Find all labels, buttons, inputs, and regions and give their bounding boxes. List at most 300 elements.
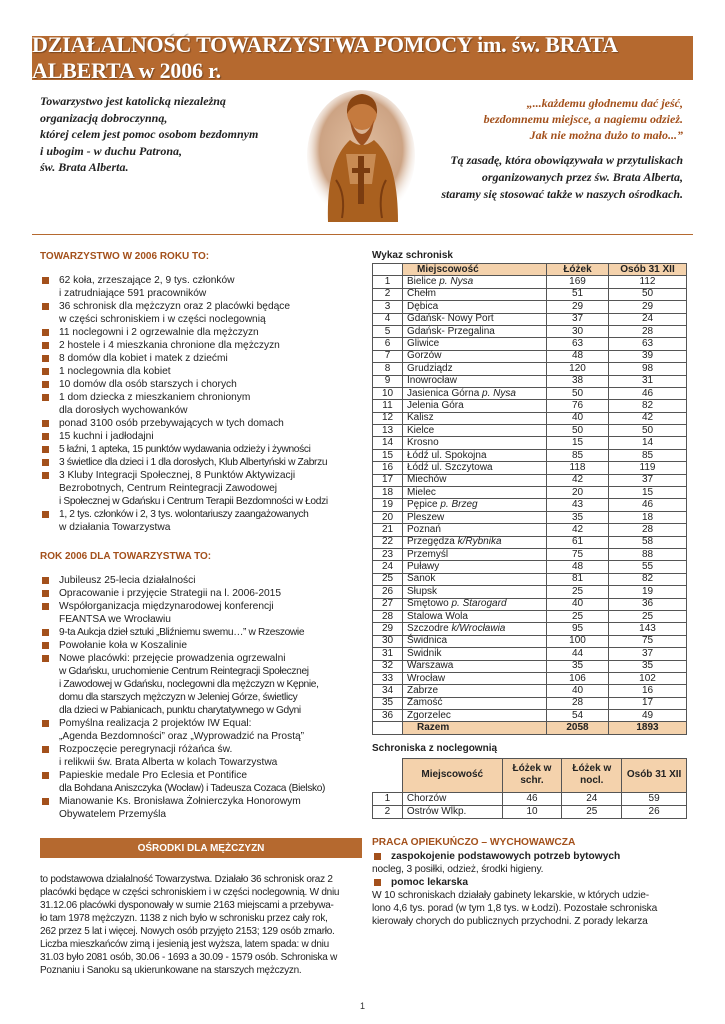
location-name: Inowrocław — [407, 375, 458, 387]
total-persons: 1893 — [609, 722, 687, 734]
location-cell — [403, 635, 547, 647]
persons-cell: 36 — [609, 598, 687, 610]
col-header-no — [373, 264, 403, 276]
location-name: Gorzów — [407, 350, 442, 362]
row-number: 4 — [373, 313, 403, 325]
row-number: 35 — [373, 697, 403, 709]
beds-cell: 25 — [547, 586, 609, 598]
year-2006-list — [40, 574, 360, 821]
persons-cell: 18 — [609, 511, 687, 523]
list-item-text: 11 noclegowni i 2 ogrzewalnie dla mężczyzn — [59, 327, 259, 338]
beds-cell: 40 — [547, 685, 609, 697]
list-item — [40, 430, 360, 443]
beds-cell: 42 — [547, 524, 609, 536]
total-beds: 2058 — [547, 722, 609, 734]
list-item — [40, 300, 360, 326]
paragraph-line: ło tam 1978 mężczyzn. 1138 z nich było w schronisku przez cały rok, — [40, 913, 328, 924]
row-number: 27 — [373, 598, 403, 610]
location-note: p. Starogard — [451, 598, 507, 610]
list-item — [40, 769, 360, 795]
location-name: Wrocław — [407, 672, 446, 684]
albert-quote — [413, 95, 683, 143]
location-name: Świdnica — [407, 635, 448, 647]
location-cell — [403, 363, 547, 375]
men-centers-banner — [40, 838, 362, 858]
location-cell — [403, 313, 547, 325]
table-row — [373, 400, 687, 412]
beds-cell: 81 — [547, 573, 609, 585]
beds-cell: 85 — [547, 449, 609, 461]
paragraph-line: 31.03 było 2081 osób, 30.06 - 1693 a 30.09 - 1579 osób. Schroniska w — [40, 952, 338, 963]
location-name: Gdańsk- Przegalina — [407, 325, 495, 337]
location-name: Sanok — [407, 573, 436, 585]
society-2006-list — [40, 274, 360, 534]
location-cell — [403, 325, 547, 337]
table-row — [373, 412, 687, 424]
beds-cell: 29 — [547, 301, 609, 313]
location-name: Kalisz — [407, 412, 434, 424]
list-item-text: Obywatelem Przemyśla — [59, 809, 166, 820]
table-row — [373, 610, 687, 622]
location-cell — [403, 511, 547, 523]
row-number: 20 — [373, 511, 403, 523]
beds-cell: 48 — [547, 350, 609, 362]
list-item-text: „Agenda Bezdomności” oraz „Wyprowadzić na Prostą” — [59, 731, 305, 742]
table-row — [373, 660, 687, 672]
location-name: Chorzów — [402, 792, 502, 805]
location-name: Gliwice — [407, 338, 440, 350]
location-name: Świdnik — [407, 647, 442, 659]
beds-cell: 50 — [547, 387, 609, 399]
table-row — [373, 437, 687, 449]
paragraph-line: lono 4,6 tys. porad (w tym 1,8 tys. w Łodzi). Pozostałe schroniska — [372, 902, 658, 914]
persons-cell: 29 — [609, 301, 687, 313]
row-number: 28 — [373, 610, 403, 622]
table-row — [373, 313, 687, 325]
table-row — [373, 301, 687, 313]
list-item-text: dla dorosłych wychowanków — [59, 405, 188, 416]
row-number: 34 — [373, 685, 403, 697]
list-item-text: domu dla starszych mężczyzn w Jeleniej Górze, świetlicy — [59, 692, 298, 703]
location-name: Szczodre — [407, 623, 452, 635]
location-note: k/Wrocławia — [451, 623, 506, 635]
list-item-text: Opracowanie i przyjęcie Strategii na l. 2006-2015 — [59, 588, 281, 599]
location-name: Gdańsk- Nowy Port — [407, 313, 494, 325]
persons-cell: 37 — [609, 648, 687, 660]
location-cell — [403, 301, 547, 313]
table-row — [373, 573, 687, 585]
location-cell — [403, 610, 547, 622]
location-name: Warszawa — [407, 660, 454, 672]
mission-statement — [40, 93, 290, 176]
beds-night-cell: 25 — [562, 805, 622, 818]
list-item-text: 2 hostele i 4 mieszkania chronione dla mężczyzn — [59, 340, 280, 351]
row-number: 10 — [373, 387, 403, 399]
persons-cell: 28 — [609, 524, 687, 536]
list-item — [40, 795, 360, 821]
row-number: 17 — [373, 474, 403, 486]
table-row — [373, 325, 687, 337]
location-cell — [403, 487, 547, 499]
row-number: 15 — [373, 449, 403, 461]
col-header-beds: Łóżek — [547, 264, 609, 276]
beds-shelter-cell: 46 — [502, 792, 562, 805]
shelters-table-title: Wykaz schronisk — [372, 250, 453, 261]
beds-cell: 75 — [547, 548, 609, 560]
location-cell — [403, 573, 547, 585]
row-number: 5 — [373, 325, 403, 337]
row-number: 8 — [373, 363, 403, 375]
location-cell — [403, 685, 547, 697]
table-row — [373, 635, 687, 647]
men-centers-title: OŚRODKI DLA MĘŻCZYZN — [137, 842, 265, 854]
location-name: Stalowa Wola — [407, 610, 468, 622]
persons-cell: 82 — [609, 400, 687, 412]
spacer — [40, 534, 360, 550]
page-title-banner — [32, 32, 693, 83]
paragraph-line: W 10 schroniskach działały gabinety lekarskie, w których udzie- — [372, 889, 650, 901]
beds-cell: 38 — [547, 375, 609, 387]
location-cell — [403, 499, 547, 511]
table-row — [373, 524, 687, 536]
list-item-text: 8 domów dla kobiet i matek z dziećmi — [59, 353, 228, 364]
list-item-text: i Społecznej w Gdańsku i Centrum Terapii Bezdomności w Łodzi — [59, 496, 328, 507]
location-cell — [403, 338, 547, 350]
mission-line: organizacją dobroczynną, — [40, 110, 168, 125]
right-column — [372, 250, 690, 928]
row-number: 23 — [373, 548, 403, 560]
table-row — [373, 350, 687, 362]
principle-line: organizowanych przez św. Brata Alberta, — [481, 170, 683, 184]
list-item — [40, 378, 360, 391]
location-name: Jasienica Górna — [407, 387, 483, 399]
persons-cell: 39 — [609, 350, 687, 362]
row-number: 29 — [373, 623, 403, 635]
table-row — [373, 462, 687, 474]
table-row — [373, 586, 687, 598]
row-number: 21 — [373, 524, 403, 536]
beds-cell: 169 — [547, 276, 609, 288]
location-cell — [403, 648, 547, 660]
list-item-text: 1 noclegownia dla kobiet — [59, 366, 171, 377]
location-name: Grudziądz — [407, 362, 453, 374]
table-header-row — [373, 758, 687, 792]
beds-cell: 40 — [547, 412, 609, 424]
list-item — [40, 443, 360, 456]
location-cell — [403, 586, 547, 598]
list-item-text: i Zawodowej w Gdańsku, noclegowni dla mężczyzn w Kępnie, — [59, 679, 319, 690]
table-row — [373, 548, 687, 560]
care-section — [372, 836, 690, 928]
persons-cell: 26 — [622, 805, 687, 818]
location-name: Ostrów Wlkp. — [402, 805, 502, 818]
paragraph-line: 262 przez 5 lat i więcej. Nowych osób przyjęto 2153; 129 osób zmarło. — [40, 926, 335, 937]
list-item-text: Bezrobotnych, Centrum Reintegracji Zawodowej — [59, 483, 278, 494]
location-name: Pleszew — [407, 511, 445, 523]
persons-cell: 37 — [609, 474, 687, 486]
persons-cell: 17 — [609, 697, 687, 709]
list-item-text: w części schroniskiem i w części noclegownią — [59, 314, 266, 325]
list-item-text: dla Bohdana Aniszczyka (Wocław) i Tadeusza Cozaca (Bielsko) — [59, 783, 326, 794]
list-item-text: w działania Towarzystwa — [59, 522, 171, 533]
beds-cell: 44 — [547, 648, 609, 660]
care-bullet-needs: zaspokojenie podstawowych potrzeb bytowych — [372, 850, 690, 863]
location-cell — [403, 710, 547, 722]
persons-cell: 102 — [609, 672, 687, 684]
beds-cell: 63 — [547, 338, 609, 350]
beds-cell: 54 — [547, 710, 609, 722]
col-header-location: Miejscowość — [402, 758, 502, 792]
list-item-text: ponad 3100 osób przebywających w tych domach — [59, 418, 284, 429]
location-cell — [403, 437, 547, 449]
col-header-beds-shelter: Łóżek w schr. — [502, 758, 562, 792]
location-cell — [403, 524, 547, 536]
location-cell — [403, 660, 547, 672]
persons-cell: 119 — [609, 462, 687, 474]
persons-cell: 58 — [609, 536, 687, 548]
row-number: 1 — [373, 792, 403, 805]
mission-line: św. Brata Alberta. — [40, 160, 129, 174]
empty-cell — [373, 722, 403, 734]
table-row — [373, 487, 687, 499]
mission-line: Towarzystwo jest katolicką niezależną — [40, 94, 226, 108]
mission-line: której celem jest pomoc osobom bezdomnym — [40, 127, 259, 141]
paragraph-line: to podstawowa działalność Towarzystwa. Działało 36 schronisk oraz 2 — [40, 874, 333, 885]
row-number: 2 — [373, 288, 403, 300]
persons-cell: 46 — [609, 387, 687, 399]
row-number: 30 — [373, 635, 403, 647]
location-name: Zamość — [407, 697, 443, 709]
list-item-text: w Gdańsku, uruchomienie Centrum Reintegracji Społecznej — [59, 666, 309, 677]
persons-cell: 55 — [609, 561, 687, 573]
col-header-persons: Osób 31 XII — [609, 264, 687, 276]
col-header-no — [373, 758, 403, 792]
persons-cell: 63 — [609, 338, 687, 350]
list-item — [40, 391, 360, 417]
location-cell — [403, 474, 547, 486]
table-header-row — [373, 264, 687, 276]
care-medical-text — [372, 889, 690, 928]
col-header-persons: Osób 31 XII — [622, 758, 687, 792]
beds-cell: 40 — [547, 598, 609, 610]
total-label: Razem — [403, 722, 547, 734]
list-item — [40, 508, 360, 534]
list-item — [40, 639, 360, 652]
col-header-beds-night: Łóżek w nocl. — [562, 758, 622, 792]
location-name: Krosno — [407, 437, 439, 449]
table-row — [373, 685, 687, 697]
location-name: Słupsk — [407, 585, 438, 597]
list-item-text: Współorganizacja międzynarodowej konferencji — [59, 601, 274, 612]
table-row — [373, 288, 687, 300]
persons-cell: 50 — [609, 288, 687, 300]
list-item-text: 9-ta Aukcja dzieł sztuki „Bliźniemu swemu…” w Rzeszowie — [59, 627, 305, 638]
left-column — [40, 250, 360, 977]
table-total-row — [373, 722, 687, 734]
table-row — [373, 375, 687, 387]
persons-cell: 42 — [609, 412, 687, 424]
beds-cell: 20 — [547, 487, 609, 499]
persons-cell: 24 — [609, 313, 687, 325]
list-item-text: 62 koła, zrzeszające 2, 9 tys. członków — [59, 275, 235, 286]
table-row — [373, 710, 687, 722]
row-number: 36 — [373, 710, 403, 722]
row-number: 11 — [373, 400, 403, 412]
persons-cell: 16 — [609, 685, 687, 697]
list-item — [40, 587, 360, 600]
persons-cell: 15 — [609, 487, 687, 499]
list-item — [40, 574, 360, 587]
beds-cell: 76 — [547, 400, 609, 412]
persons-cell: 85 — [609, 449, 687, 461]
paragraph-line: Poznaniu i Sanoku są ukierunkowane na starszych mężczyzn. — [40, 965, 302, 976]
row-number: 26 — [373, 586, 403, 598]
list-item-text: i relikwii św. Brata Alberta w kolach Towarzystwa — [59, 757, 278, 768]
list-item-text: 36 schronisk dla mężczyzn oraz 2 placówki będące — [59, 301, 291, 312]
table-row — [373, 449, 687, 461]
persons-cell: 28 — [609, 325, 687, 337]
persons-cell: 112 — [609, 276, 687, 288]
location-name: Przegędza — [407, 536, 458, 548]
list-item-text: FEANTSA we Wrocławiu — [59, 614, 171, 625]
table-row — [373, 425, 687, 437]
beds-cell: 106 — [547, 672, 609, 684]
men-centers-text — [40, 873, 360, 977]
header-divider — [32, 234, 693, 235]
location-cell — [403, 350, 547, 362]
list-item-text: 3 Kluby Integracji Społecznej, 8 Punktów Aktywizacji — [59, 470, 296, 481]
row-number: 7 — [373, 350, 403, 362]
list-item-text: 15 kuchni i jadłodajni — [59, 431, 154, 442]
persons-cell: 50 — [609, 425, 687, 437]
location-name: Dębica — [407, 300, 439, 312]
beds-cell: 43 — [547, 499, 609, 511]
location-note: p. Nysa — [482, 387, 516, 399]
table-row — [373, 276, 687, 288]
beds-cell: 118 — [547, 462, 609, 474]
shelters-table — [372, 263, 687, 735]
row-number: 19 — [373, 499, 403, 511]
list-item-text: 1 dom dziecka z mieszkaniem chronionym — [59, 392, 251, 403]
paragraph-line: placówki będące w części schroniskiem i w części noclegownią. W dniu — [40, 887, 340, 898]
persons-cell: 25 — [609, 610, 687, 622]
paragraph-line: 31.12.06 placówki dysponowały w sumie 2163 miejscami a przebywa- — [40, 900, 334, 911]
row-number: 2 — [373, 805, 403, 818]
list-item — [40, 626, 360, 639]
list-item — [40, 456, 360, 469]
location-cell — [403, 375, 547, 387]
location-name: Miechów — [407, 474, 447, 486]
quote-line: bezdomnemu miejsce, a nagiemu odzież. — [483, 112, 683, 126]
list-item-text: Mianowanie Ks. Bronisława Żołnierczyka Honorowym — [59, 796, 301, 807]
table-row — [373, 672, 687, 684]
table-row — [373, 499, 687, 511]
list-item — [40, 417, 360, 430]
list-item-text: Papieskie medale Pro Eclesia et Pontifice — [59, 770, 248, 781]
beds-cell: 28 — [547, 697, 609, 709]
list-item — [40, 717, 360, 743]
principle-statement — [393, 152, 683, 203]
table-row — [373, 338, 687, 350]
list-item — [40, 274, 360, 300]
list-item — [40, 652, 360, 717]
persons-cell: 143 — [609, 623, 687, 635]
list-item-text: 1, 2 tys. członków i 2, 3 tys. wolontariuszy zaangażowanych — [59, 509, 309, 520]
list-item — [40, 352, 360, 365]
paragraph-line: Liczba mieszkańców zimą i jesienią jest wyższa, latem spada: w dniu — [40, 939, 329, 950]
table-row — [373, 561, 687, 573]
page-number: 1 — [359, 1001, 365, 1011]
principle-line: Tą zasadę, która obowiązywała w przytuliskach — [450, 153, 683, 167]
table-row — [373, 792, 687, 805]
persons-cell: 88 — [609, 548, 687, 560]
location-name: Mielec — [407, 486, 436, 498]
row-number: 32 — [373, 660, 403, 672]
table-row — [373, 598, 687, 610]
location-cell — [403, 598, 547, 610]
table-row — [373, 648, 687, 660]
row-number: 25 — [373, 573, 403, 585]
location-cell — [403, 425, 547, 437]
persons-cell: 31 — [609, 375, 687, 387]
section-title-2006: TOWARZYSTWO W 2006 ROKU TO: — [40, 251, 210, 262]
location-cell — [403, 387, 547, 399]
row-number: 14 — [373, 437, 403, 449]
location-cell — [403, 412, 547, 424]
list-item-text: 5 łaźni, 1 apteka, 15 punktów wydawania odzieży i żywności — [59, 444, 311, 455]
location-name: Pępice — [407, 499, 441, 511]
principle-line: staramy się stosować także w naszych ośrodkach. — [441, 187, 683, 201]
location-name: Przemyśl — [407, 548, 449, 560]
care-bullet-medical: pomoc lekarska — [372, 876, 690, 889]
mission-line: i ubogim - w duchu Patrona, — [40, 143, 183, 158]
quote-line: Jak nie można dużo to mało...” — [529, 128, 683, 142]
beds-cell: 42 — [547, 474, 609, 486]
beds-cell: 48 — [547, 561, 609, 573]
location-name: Bielice — [407, 276, 440, 288]
col-header-location: Miejscowość — [403, 264, 547, 276]
list-item-text: Jubileusz 25-lecia działalności — [59, 575, 196, 586]
table-row — [373, 536, 687, 548]
list-item-text: Rozpoczęcie peregrynacji różańca św. — [59, 744, 233, 755]
row-number: 9 — [373, 375, 403, 387]
row-number: 16 — [373, 462, 403, 474]
location-name: Kielce — [407, 424, 435, 436]
table-row — [373, 387, 687, 399]
persons-cell: 35 — [609, 660, 687, 672]
table-row — [373, 623, 687, 635]
location-name: Chełm — [407, 288, 436, 300]
location-cell — [403, 561, 547, 573]
persons-cell: 14 — [609, 437, 687, 449]
list-item — [40, 469, 360, 508]
location-cell — [403, 548, 547, 560]
list-item-text: dla dzieci w Pabianicach, punktu charytatywnego w Gdyni — [59, 705, 301, 716]
table-row — [373, 474, 687, 486]
row-number: 3 — [373, 301, 403, 313]
location-name: Zgorzelec — [407, 709, 451, 721]
list-item-text: Pomyślna realizacja 2 projektów IW Equal: — [59, 718, 252, 729]
list-item — [40, 326, 360, 339]
persons-cell: 98 — [609, 363, 687, 375]
table-row — [373, 805, 687, 818]
list-item-text: 3 świetlice dla dzieci i 1 dla dorosłych, Klub Albertyński w Zabrzu — [59, 457, 328, 468]
location-note: p. Nysa — [439, 276, 474, 288]
location-name: Zabrze — [407, 684, 439, 696]
list-item — [40, 365, 360, 378]
beds-cell: 35 — [547, 660, 609, 672]
location-name: Smętowo — [407, 598, 452, 610]
